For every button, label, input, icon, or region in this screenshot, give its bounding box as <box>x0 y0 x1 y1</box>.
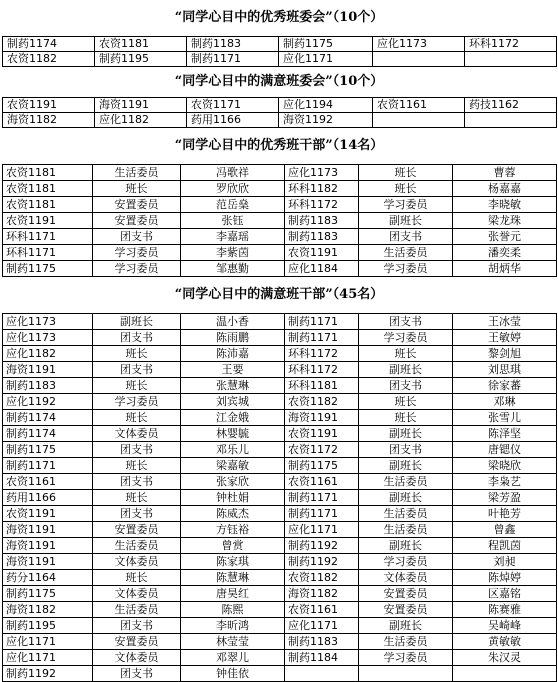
table-cell: 制药1175 <box>285 458 359 474</box>
table-cell: 班长 <box>359 346 453 362</box>
table-cell: 学习委员 <box>359 261 453 277</box>
table-cell: 农资1181 <box>3 197 93 213</box>
table-cell: 罗欣欣 <box>181 181 285 197</box>
table-cell: 学习委员 <box>359 330 453 346</box>
table-cell: 副班长 <box>359 538 453 554</box>
table-cell: 农资1161 <box>373 98 465 113</box>
table-cell: 农资1171 <box>187 98 279 113</box>
table-cell: 制药1192 <box>285 538 359 554</box>
table-cell: 班长 <box>93 458 181 474</box>
table-cell <box>465 52 557 67</box>
table-cell: 制药1175 <box>3 261 93 277</box>
table-cell: 生活委员 <box>359 506 453 522</box>
table-cell: 制药1175 <box>3 442 93 458</box>
table-cell: 环科1182 <box>285 181 359 197</box>
table-cell: 团支书 <box>359 442 453 458</box>
table-row <box>3 165 557 181</box>
table-row <box>3 245 557 261</box>
table-cell: 应化1173 <box>3 330 93 346</box>
table-cell <box>453 666 557 682</box>
table-cell: 林婴毓 <box>181 426 285 442</box>
table-row <box>3 490 557 506</box>
table-cell: 安置委员 <box>359 602 453 618</box>
table-cell: 应化1171 <box>285 522 359 538</box>
table-cell: 文体委员 <box>93 586 181 602</box>
table-cell: 张雪儿 <box>453 410 557 426</box>
table-cell: 范岳燊 <box>181 197 285 213</box>
table-row <box>3 506 557 522</box>
table-row <box>3 181 557 197</box>
table-cell: 刘思琪 <box>453 362 557 378</box>
table-cell: 生活委员 <box>93 538 181 554</box>
table-cell: 农资1191 <box>3 506 93 522</box>
table-cell: 农资1182 <box>3 52 95 67</box>
cadre-table <box>2 164 557 277</box>
table-cell: 江金娥 <box>181 410 285 426</box>
table-cell: 副班长 <box>359 362 453 378</box>
table-cell: 药分1164 <box>3 570 93 586</box>
table-cell: 邓琳 <box>453 394 557 410</box>
table-cell: 制药1192 <box>3 666 93 682</box>
table-cell: 海资1191 <box>95 98 187 113</box>
table-cell: 李嘉瑶 <box>181 229 285 245</box>
table-cell: 曾赏 <box>181 538 285 554</box>
table-cell: 温小香 <box>181 314 285 330</box>
table-cell: 药用1166 <box>187 113 279 128</box>
table-cell: 文体委员 <box>93 426 181 442</box>
table-cell: 陈雨鹏 <box>181 330 285 346</box>
table-cell: 农资1182 <box>285 570 359 586</box>
table-cell: 班长 <box>359 181 453 197</box>
table-cell: 应化1173 <box>373 37 465 52</box>
table-cell: 环科1172 <box>465 37 557 52</box>
table-cell: 班长 <box>93 410 181 426</box>
table-cell: 环科1171 <box>3 229 93 245</box>
table-cell: 环科1172 <box>285 362 359 378</box>
table-cell <box>373 113 465 128</box>
table-cell: 陈焯婷 <box>453 570 557 586</box>
table-cell: 班长 <box>93 490 181 506</box>
table-cell: 班长 <box>93 378 181 394</box>
table-cell: 海资1192 <box>279 113 373 128</box>
table-cell: 张钰 <box>181 213 285 229</box>
table-cell: 梁龙珠 <box>453 213 557 229</box>
table-cell <box>373 52 465 67</box>
table-cell: 生活委员 <box>359 522 453 538</box>
table-row <box>3 330 557 346</box>
table-cell: 班长 <box>93 570 181 586</box>
table-cell: 海资1182 <box>3 113 95 128</box>
table-cell: 应化1182 <box>95 113 187 128</box>
table-cell: 梁嘉敏 <box>181 458 285 474</box>
class-table <box>2 97 557 128</box>
table-cell: 环科1171 <box>3 245 93 261</box>
table-cell: 陈泽坚 <box>453 426 557 442</box>
table-cell: 团支书 <box>93 666 181 682</box>
table-cell <box>359 666 453 682</box>
table-cell: 副班长 <box>359 618 453 634</box>
table-row <box>3 229 557 245</box>
table-cell: 海资1191 <box>285 410 359 426</box>
table-row <box>3 394 557 410</box>
table-cell: 学习委员 <box>93 261 181 277</box>
table-cell: 农资1182 <box>285 394 359 410</box>
table-cell: 生活委员 <box>93 165 181 181</box>
table-cell: 安置委员 <box>93 213 181 229</box>
table-cell: 制药1171 <box>285 506 359 522</box>
table-cell: 农资1191 <box>285 426 359 442</box>
table-row <box>3 538 557 554</box>
table-cell: 副班长 <box>359 458 453 474</box>
table-cell: 学习委员 <box>359 650 453 666</box>
table-row <box>3 113 557 128</box>
table-cell: 农资1181 <box>3 165 93 181</box>
table-cell: 叶艳芳 <box>453 506 557 522</box>
table-cell: 陈沛嘉 <box>181 346 285 362</box>
table-cell: 海资1182 <box>3 602 93 618</box>
table-cell: 邓乐儿 <box>181 442 285 458</box>
table-row <box>3 410 557 426</box>
table-cell: 朱汉灵 <box>453 650 557 666</box>
table-cell: 农资1161 <box>285 474 359 490</box>
table-cell: 张慧琳 <box>181 378 285 394</box>
table-row <box>3 213 557 229</box>
table-cell <box>465 113 557 128</box>
table-cell: 团支书 <box>93 506 181 522</box>
table-cell: 制药1174 <box>3 410 93 426</box>
table-cell: 生活委员 <box>359 634 453 650</box>
table-cell: 副班长 <box>93 314 181 330</box>
table-cell: 制药1171 <box>187 52 279 67</box>
table-cell: 副班长 <box>359 490 453 506</box>
table-row <box>3 52 557 67</box>
table-cell: 徐家蕃 <box>453 378 557 394</box>
table-cell: 陈家琪 <box>181 554 285 570</box>
table-cell: 海资1191 <box>3 362 93 378</box>
table-cell: 副班长 <box>359 426 453 442</box>
table-cell: 制药1174 <box>3 37 95 52</box>
table-cell: 学习委员 <box>93 394 181 410</box>
table-cell: 王要 <box>181 362 285 378</box>
table-cell: 农资1191 <box>3 98 95 113</box>
table-cell: 制药1183 <box>285 634 359 650</box>
table-row <box>3 474 557 490</box>
table-cell: 制药1183 <box>285 213 359 229</box>
table-cell: 制药1195 <box>95 52 187 67</box>
table-cell: 杨嘉嘉 <box>453 181 557 197</box>
table-cell: 吴崎峰 <box>453 618 557 634</box>
table-cell: 团支书 <box>93 330 181 346</box>
table-cell: 制药1174 <box>3 426 93 442</box>
table-cell: 应化1171 <box>279 52 373 67</box>
table-cell: 陈慧琳 <box>181 570 285 586</box>
table-row <box>3 261 557 277</box>
table-cell: 王敏婷 <box>453 330 557 346</box>
section-title: “同学心目中的满意班干部”（45名） <box>174 287 384 302</box>
table-cell: 安置委员 <box>93 634 181 650</box>
table-cell: 黄敏敏 <box>453 634 557 650</box>
section-title: “同学心目中的优秀班干部”（14名） <box>174 138 384 153</box>
table-cell: 班长 <box>93 181 181 197</box>
table-cell: 制药1175 <box>279 37 373 52</box>
table-row <box>3 346 557 362</box>
table-cell: 团支书 <box>359 314 453 330</box>
table-cell: 李紫茵 <box>181 245 285 261</box>
table-cell: 方钰裕 <box>181 522 285 538</box>
table-cell: 农资1181 <box>3 181 93 197</box>
table-cell: 冯歌祥 <box>181 165 285 181</box>
table-cell: 生活委员 <box>93 602 181 618</box>
table-cell: 团支书 <box>93 618 181 634</box>
table-cell: 农资1161 <box>3 474 93 490</box>
table-cell: 林莹莹 <box>181 634 285 650</box>
table-cell: 班长 <box>359 165 453 181</box>
table-row <box>3 426 557 442</box>
table-cell: 安置委员 <box>93 522 181 538</box>
table-cell: 制药1183 <box>285 229 359 245</box>
table-cell: 制药1175 <box>3 586 93 602</box>
table-row <box>3 602 557 618</box>
table-row <box>3 650 557 666</box>
table-cell: 班长 <box>93 346 181 362</box>
table-row <box>3 458 557 474</box>
table-cell: 农资1161 <box>285 602 359 618</box>
table-row <box>3 362 557 378</box>
table-cell: 农资1181 <box>95 37 187 52</box>
table-cell: 海资1191 <box>3 554 93 570</box>
table-cell: 陈威杰 <box>181 506 285 522</box>
table-cell: 陈熙 <box>181 602 285 618</box>
table-cell: 梁芳盈 <box>453 490 557 506</box>
table-cell: 张家欣 <box>181 474 285 490</box>
table-cell: 学习委员 <box>359 197 453 213</box>
table-cell: 制药1171 <box>285 314 359 330</box>
table-cell: 梁晓欣 <box>453 458 557 474</box>
table-cell: 应化1182 <box>3 346 93 362</box>
class-table <box>2 36 557 67</box>
table-cell: 安置委员 <box>359 586 453 602</box>
document <box>2 0 556 682</box>
table-cell: 生活委员 <box>359 245 453 261</box>
table-cell: 制药1183 <box>3 378 93 394</box>
table-cell: 海资1191 <box>3 538 93 554</box>
table-cell: 应化1173 <box>285 165 359 181</box>
table-row <box>3 314 557 330</box>
table-cell: 王冰莹 <box>453 314 557 330</box>
table-row <box>3 197 557 213</box>
table-row <box>3 634 557 650</box>
table-cell: 团支书 <box>93 442 181 458</box>
table-cell: 制药1195 <box>3 618 93 634</box>
table-cell: 张誉元 <box>453 229 557 245</box>
table-cell: 文体委员 <box>93 554 181 570</box>
table-row <box>3 442 557 458</box>
table-cell: 刘昶 <box>453 554 557 570</box>
table-cell: 李晓敏 <box>453 197 557 213</box>
table-cell: 程凯茵 <box>453 538 557 554</box>
table-cell: 学习委员 <box>359 554 453 570</box>
table-cell: 药用1166 <box>3 490 93 506</box>
table-cell: 班长 <box>359 394 453 410</box>
table-cell: 李昕鸿 <box>181 618 285 634</box>
table-cell: 文体委员 <box>93 650 181 666</box>
table-cell: 团支书 <box>359 229 453 245</box>
table-cell: 应化1192 <box>3 394 93 410</box>
table-cell: 制药1183 <box>187 37 279 52</box>
table-cell: 制药1171 <box>285 330 359 346</box>
table-cell: 曹蓉 <box>453 165 557 181</box>
table-cell: 钟佳依 <box>181 666 285 682</box>
table-cell: 应化1173 <box>3 314 93 330</box>
table-cell: 环科1172 <box>285 346 359 362</box>
table-cell: 团支书 <box>93 229 181 245</box>
table-cell: 生活委员 <box>359 474 453 490</box>
table-cell: 制药1171 <box>285 490 359 506</box>
table-row <box>3 98 557 113</box>
table-cell: 邓翠儿 <box>181 650 285 666</box>
table-cell: 黎剑旭 <box>453 346 557 362</box>
table-cell: 团支书 <box>93 362 181 378</box>
table-row <box>3 666 557 682</box>
table-cell: 团支书 <box>359 378 453 394</box>
section-title: “同学心目中的满意班委会”（10个） <box>174 74 384 89</box>
table-cell: 李枭艺 <box>453 474 557 490</box>
table-cell: 应化1171 <box>285 618 359 634</box>
table-cell: 班长 <box>359 410 453 426</box>
table-row <box>3 554 557 570</box>
table-cell: 药技1162 <box>465 98 557 113</box>
table-cell: 区嘉铭 <box>453 586 557 602</box>
table-cell: 钟杜娟 <box>181 490 285 506</box>
table-cell: 农资1191 <box>3 213 93 229</box>
table-cell: 副班长 <box>359 213 453 229</box>
table-cell: 应化1171 <box>3 634 93 650</box>
table-cell: 陈赛雅 <box>453 602 557 618</box>
table-cell: 安置委员 <box>93 197 181 213</box>
table-cell: 曾鑫 <box>453 522 557 538</box>
table-row <box>3 570 557 586</box>
table-row <box>3 378 557 394</box>
table-cell: 刘宾城 <box>181 394 285 410</box>
table-cell: 邹惠勤 <box>181 261 285 277</box>
table-row <box>3 586 557 602</box>
table-cell: 应化1194 <box>279 98 373 113</box>
table-cell: 环科1172 <box>285 197 359 213</box>
table-cell: 学习委员 <box>93 245 181 261</box>
cadre-table <box>2 313 557 682</box>
table-cell <box>285 666 359 682</box>
table-cell: 制药1192 <box>285 554 359 570</box>
table-row <box>3 618 557 634</box>
table-cell: 团支书 <box>93 474 181 490</box>
table-cell: 制药1171 <box>3 458 93 474</box>
table-row <box>3 522 557 538</box>
table-cell: 制药1184 <box>285 650 359 666</box>
table-cell: 海资1182 <box>285 586 359 602</box>
section-title: “同学心目中的优秀班委会”（10个） <box>174 10 384 25</box>
table-cell: 海资1191 <box>3 522 93 538</box>
table-cell: 潘奕柔 <box>453 245 557 261</box>
table-cell: 唐昊红 <box>181 586 285 602</box>
table-cell: 应化1184 <box>285 261 359 277</box>
table-cell: 唐锶仪 <box>453 442 557 458</box>
table-cell: 文体委员 <box>359 570 453 586</box>
table-row <box>3 37 557 52</box>
table-cell: 胡炳华 <box>453 261 557 277</box>
table-cell: 农资1172 <box>285 442 359 458</box>
table-cell: 应化1171 <box>3 650 93 666</box>
table-cell: 农资1191 <box>285 245 359 261</box>
table-cell: 环科1181 <box>285 378 359 394</box>
